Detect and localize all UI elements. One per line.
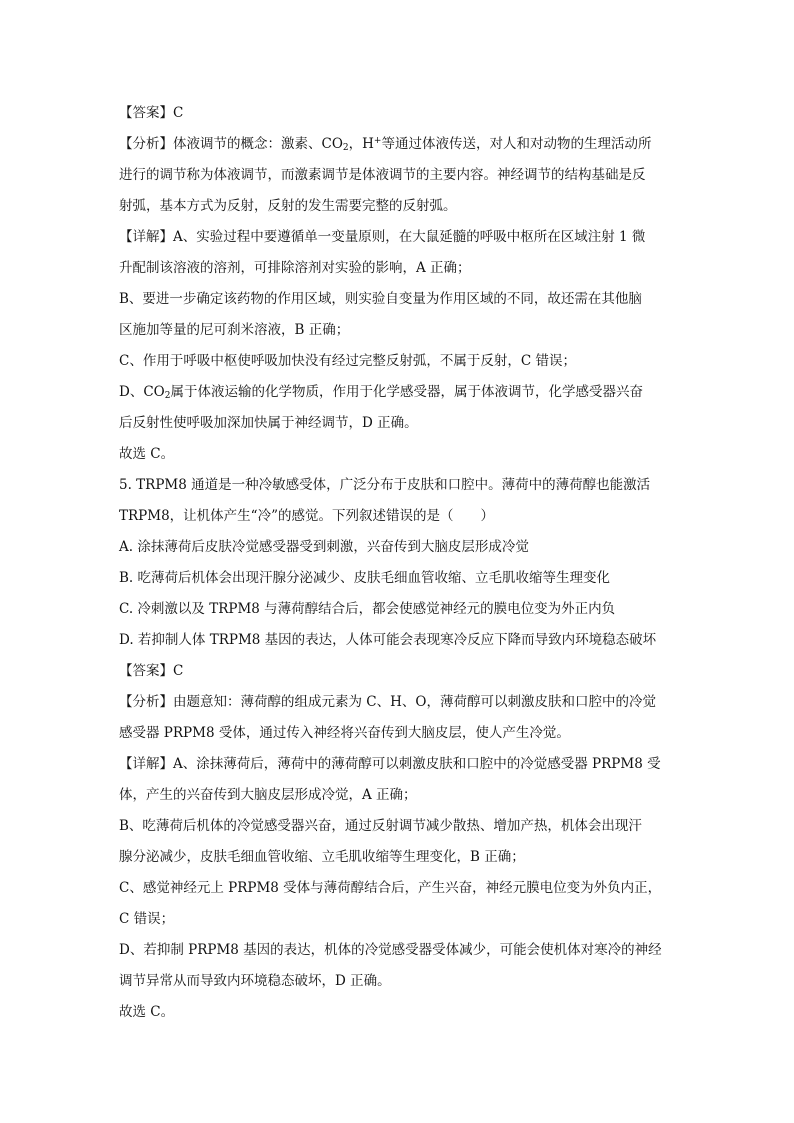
q5-option-d: D. 若抑制人体 TRPM8 基因的表达，人体可能会表现寒冷反应下降而导致内环境稳态破坏 bbox=[119, 632, 657, 648]
q4-answer: 【答案】C bbox=[119, 105, 184, 121]
q5-detail-line-6: C 错误； bbox=[119, 911, 175, 927]
h-superscript: + bbox=[373, 136, 382, 146]
q5-detail-line-3: B、吃薄荷后机体的冷觉感受器兴奋，通过反射调节减少散热、增加产热，机体会出现汗 bbox=[119, 818, 642, 834]
q4-analysis-text: 等通过体液传送，对人和对动物的生理活动所 bbox=[381, 136, 652, 152]
q4-analysis-text: ，H bbox=[348, 136, 374, 152]
co2-subscript: 2 bbox=[164, 391, 171, 401]
q5-detail-line-4: 腺分泌减少，皮肤毛细血管收缩、立毛肌收缩等生理变化，B 正确； bbox=[119, 849, 525, 865]
q5-analysis-line-2: 感受器 PRPM8 受体，通过传入神经将兴奋传到大脑皮层，使人产生冷觉。 bbox=[119, 725, 570, 741]
q4-detail-line-1: 【详解】A、实验过程中要遵循单一变量原则，在大鼠延髓的呼吸中枢所在区域注射 1 微 bbox=[119, 229, 646, 245]
q4-detail-line-4: 区施加等量的尼可刹米溶液，B 正确； bbox=[119, 322, 350, 338]
q4-detail-line-6 bbox=[119, 377, 679, 408]
q5-detail-line-7: D、若抑制 PRPM8 基因的表达，机体的冷觉感受器受体减少，可能会使机体对寒冷的神经 bbox=[119, 942, 662, 958]
q5-choose: 故选 C。 bbox=[119, 1004, 175, 1020]
q5-option-c: C. 冷刺激以及 TRPM8 与薄荷醇结合后，都会使感觉神经元的膜电位变为外正内负 bbox=[119, 601, 616, 617]
q4-detail-line-7: 后反射性使呼吸加深加快属于神经调节，D 正确。 bbox=[119, 415, 418, 431]
q5-analysis-line-1: 【分析】由题意知：薄荷醇的组成元素为 C、H、O，薄荷醇可以刺激皮肤和口腔中的冷觉 bbox=[119, 694, 656, 710]
q4-detail-text: 属于体液运输的化学物质，作用于化学感受器，属于体液调节，化学感受器兴奋 bbox=[170, 384, 643, 400]
q5-detail-line-1: 【详解】A、涂抹薄荷后，薄荷中的薄荷醇可以刺激皮肤和口腔中的冷觉感受器 PRPM8 受 bbox=[119, 756, 661, 772]
q5-option-a: A. 涂抹薄荷后皮肤冷觉感受器受到刺激，兴奋传到大脑皮层形成冷觉 bbox=[119, 539, 529, 555]
q4-analysis-line-3: 射弧，基本方式为反射，反射的发生需要完整的反射弧。 bbox=[119, 198, 457, 214]
q5-detail-line-2: 体，产生的兴奋传到大脑皮层形成冷觉，A 正确； bbox=[119, 787, 417, 803]
q5-option-b: B. 吃薄荷后机体会出现汗腺分泌减少、皮肤毛细血管收缩、立毛肌收缩等生理变化 bbox=[119, 570, 611, 586]
q4-analysis-text: 【分析】体液调节的概念：激素、CO bbox=[119, 136, 343, 152]
q4-analysis-line-1 bbox=[119, 129, 679, 160]
q4-detail-text: D、CO bbox=[119, 384, 165, 400]
q4-detail-line-5: C、作用于呼吸中枢使呼吸加快没有经过完整反射弧，不属于反射，C 错误； bbox=[119, 353, 576, 369]
q5-detail-line-5: C、感觉神经元上 PRPM8 受体与薄荷醇结合后，产生兴奋，神经元膜电位变为外负内正， bbox=[119, 880, 662, 896]
q5-detail-line-8: 调节异常从而导致内环境稳态破坏，D 正确。 bbox=[119, 973, 391, 989]
q5-answer: 【答案】C bbox=[119, 663, 184, 679]
q4-detail-line-3: B、要进一步确定该药物的作用区域，则实验自变量为作用区域的不同，故还需在其他脑 bbox=[119, 291, 642, 307]
document-content bbox=[119, 98, 679, 1028]
q4-analysis-line-2: 进行的调节称为体液调节，而激素调节是体液调节的主要内容。神经调节的结构基础是反 bbox=[119, 167, 646, 183]
q4-detail-line-2: 升配制该溶液的溶剂，可排除溶剂对实验的影响，A 正确； bbox=[119, 260, 471, 276]
q5-stem-line-2: TRPM8，让机体产生“冷”的感觉。下列叙述错误的是（ ） bbox=[119, 508, 494, 524]
q4-choose: 故选 C。 bbox=[119, 446, 175, 462]
q5-stem-line-1: 5. TRPM8 通道是一种冷敏感受体，广泛分布于皮肤和口腔中。薄荷中的薄荷醇也能激活 bbox=[119, 477, 651, 493]
co2-subscript: 2 bbox=[342, 143, 349, 153]
